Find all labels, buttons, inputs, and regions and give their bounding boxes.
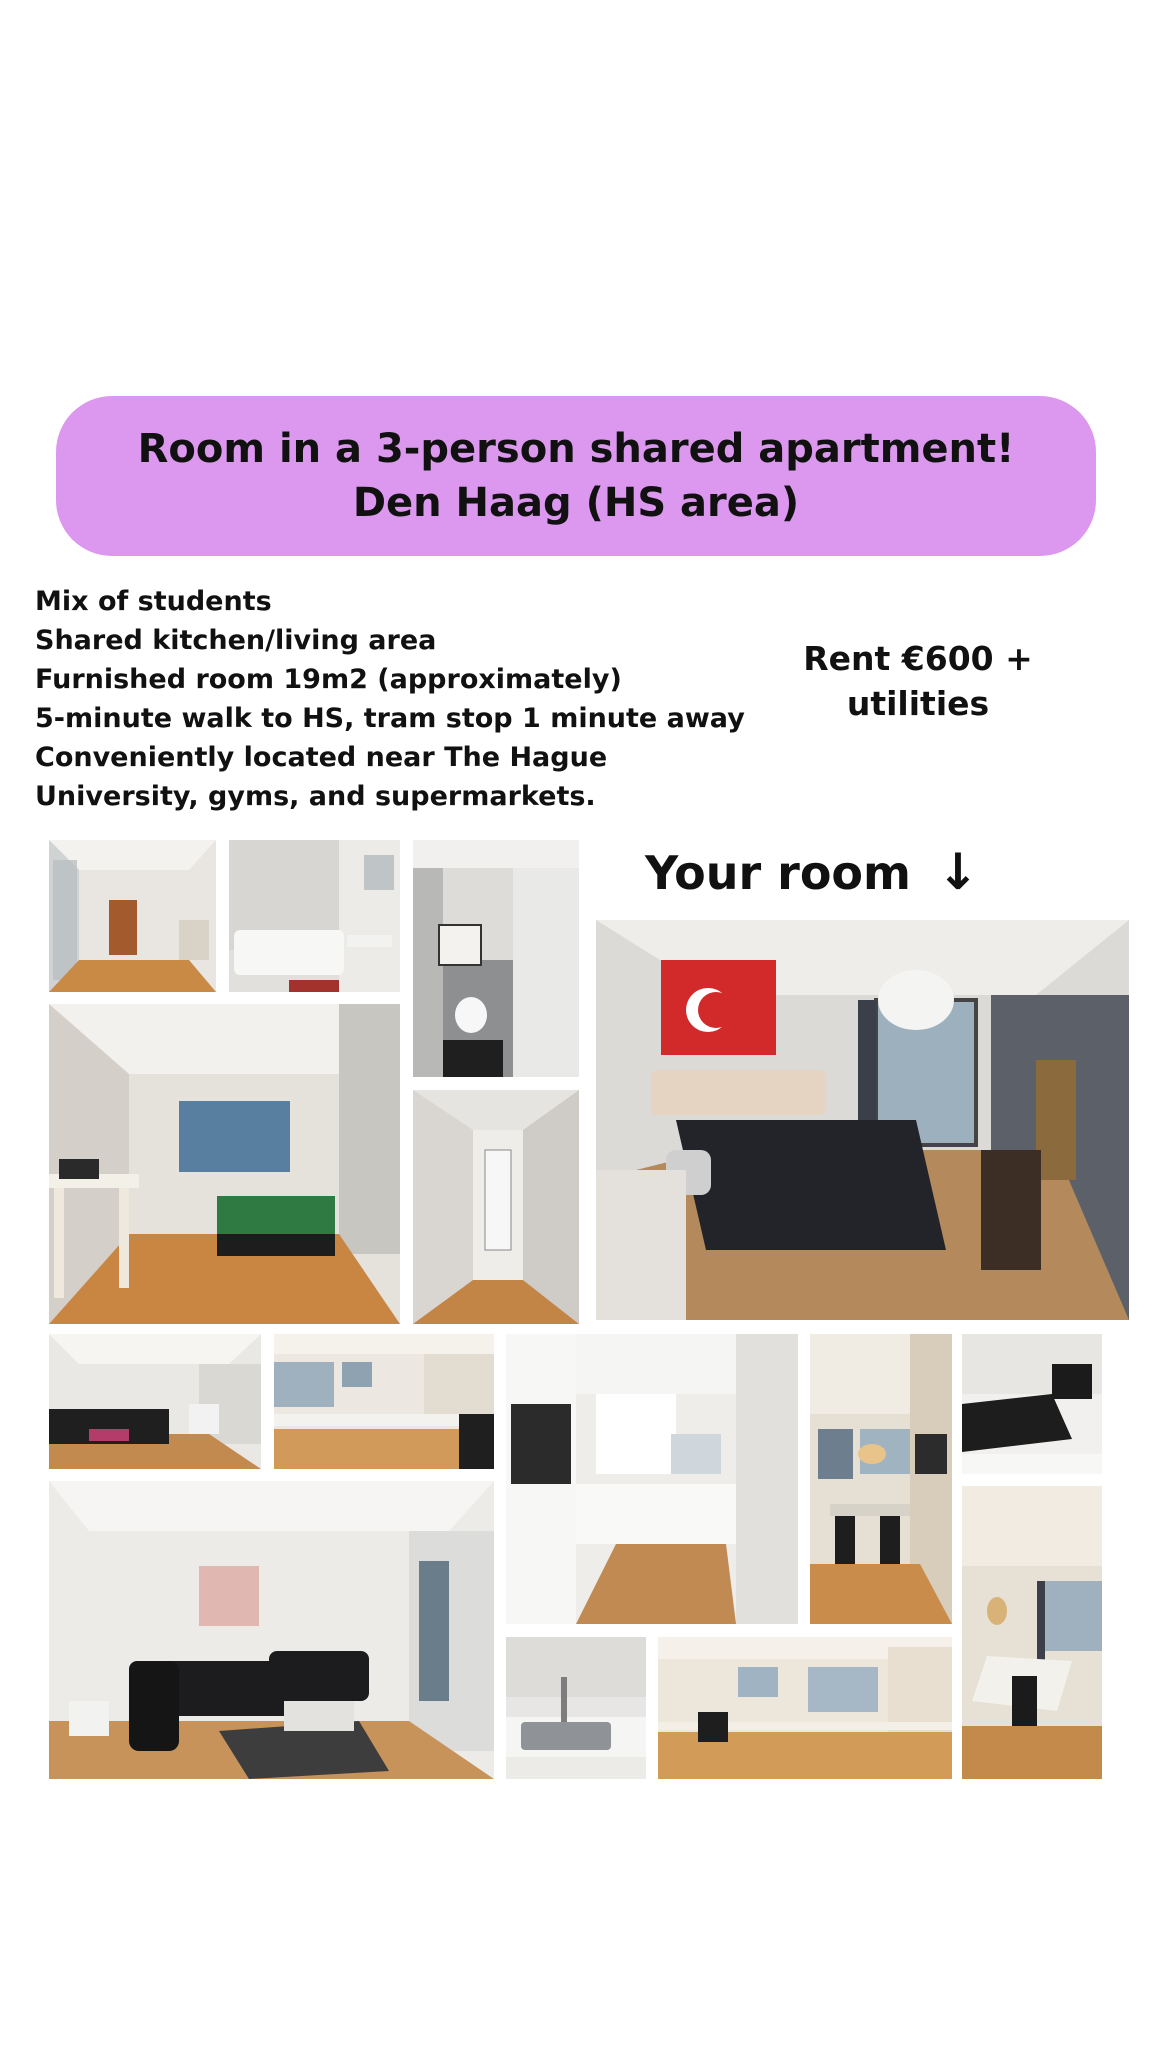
photo-open-living-area	[658, 1637, 952, 1779]
rent-line-1: Rent €600 +	[803, 639, 1033, 678]
arrow-down-icon: ↓	[936, 843, 979, 901]
feature-list	[35, 582, 755, 816]
your-room-label: Your room	[645, 846, 911, 900]
photo-hallway-wardrobe	[49, 840, 216, 992]
photo-kitchen	[506, 1334, 798, 1624]
photo-living-room-large	[49, 1481, 494, 1779]
photo-stove	[962, 1334, 1102, 1474]
feature-item: Conveniently located near The Hague	[35, 742, 608, 773]
photo-bedroom-green-bed	[49, 1004, 400, 1324]
photo-living-room-windows	[274, 1334, 494, 1469]
feature-item: Shared kitchen/living area	[35, 625, 437, 656]
your-room-heading	[645, 842, 979, 903]
title-line-1: Room in a 3-person shared apartment!	[137, 426, 1015, 472]
photo-bathroom-bathtub	[229, 840, 400, 992]
photo-living-room-sofa	[49, 1334, 261, 1469]
feature-item: 5-minute walk to HS, tram stop 1 minute away	[35, 703, 745, 734]
rent-info	[778, 636, 1058, 726]
photo-corridor	[413, 1090, 579, 1324]
feature-item: Mix of students	[35, 586, 272, 617]
photo-your-room	[596, 920, 1129, 1320]
feature-item: Furnished room 19m2 (approximately)	[35, 664, 622, 695]
photo-dining-area	[810, 1334, 952, 1624]
photo-toilet	[413, 840, 579, 1077]
photo-dining-table	[962, 1486, 1102, 1779]
title-banner	[56, 396, 1096, 556]
rent-line-2: utilities	[846, 684, 990, 723]
photo-sink	[506, 1637, 646, 1779]
title-line-2: Den Haag (HS area)	[352, 480, 800, 526]
feature-item: University, gyms, and supermarkets.	[35, 781, 596, 812]
